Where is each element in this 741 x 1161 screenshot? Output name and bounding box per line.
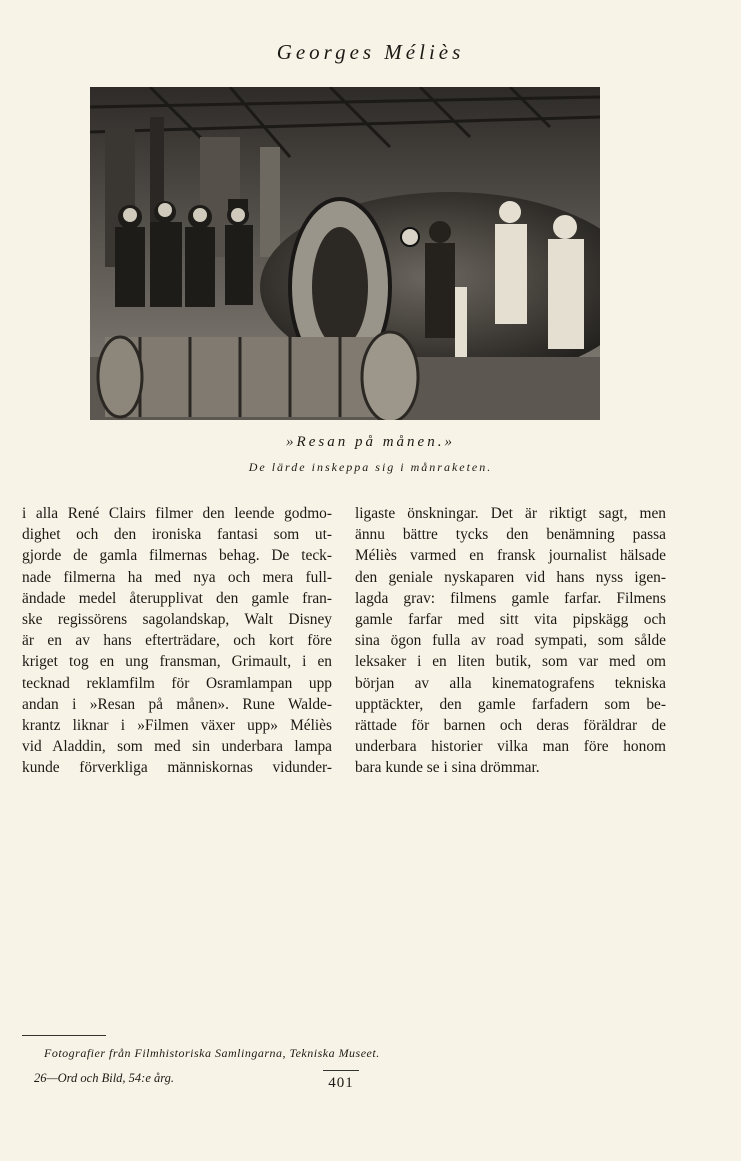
- text-line: början av alla kinematografens tekniska: [355, 674, 666, 692]
- figure-subtitle: De lärde inskeppa sig i månraketen.: [248, 460, 493, 474]
- text-line: ske regissörens sagolandskap, Walt Disney: [22, 611, 332, 629]
- text-line: gjorde de gamla filmernas behag. De teck-: [22, 547, 332, 565]
- text-line: leksaker i en liten butik, som var med om: [355, 653, 666, 671]
- text-line: i alla René Clairs filmer den leende godmo-: [22, 505, 332, 522]
- text-line: Méliès varmed en fransk journalist hälsade: [355, 547, 666, 565]
- text-line: sina ögon fulla av road sympati, som sålde: [355, 632, 666, 650]
- text-line: rättade för barnen och deras föräldrar de: [355, 717, 666, 735]
- page-number-rule: [323, 1070, 359, 1071]
- text-line: upptäckter, den gamle farfadern som be-: [355, 695, 666, 713]
- text-line: ännu bättre tycks den benämning passa: [355, 526, 666, 544]
- text-line: vid Aladdin, som med sin underbara lampa: [22, 738, 332, 756]
- right-text-column: [355, 503, 666, 779]
- running-title: Georges Méliès: [276, 40, 465, 64]
- text-line: bara kunde se i sina drömmar.: [355, 759, 540, 777]
- text-line: ligaste önskningar. Det är riktigt sagt, men: [355, 505, 666, 522]
- text-line: den geniale nyskaparen vid hans nyss igen-: [355, 568, 666, 586]
- film-still-photo: [90, 87, 600, 420]
- page-number: 401: [328, 1075, 354, 1091]
- text-line: kunde förverkliga människornas vidunder-: [22, 759, 332, 777]
- text-line: andan i »Resan på månen». Rune Walde-: [22, 695, 332, 713]
- text-line: krantz liknar i »Filmen växer upp» Méliès: [22, 717, 332, 735]
- text-line: tecknad reklamfilm för Osramlampan upp: [22, 674, 332, 692]
- left-text-column: [22, 503, 332, 779]
- photo-credit: Fotografier från Filmhistoriska Samlingarna, Tekniska Museet.: [44, 1046, 380, 1060]
- text-line: underbara historier vilka man före honom: [355, 738, 666, 756]
- text-line: är en av hans efterträdare, och kort före: [22, 632, 332, 650]
- text-line: nade filmerna ha med nya och mera full-: [22, 568, 332, 586]
- text-line: lagda grav: filmens gamle farfar. Filmens: [355, 589, 666, 607]
- text-line: ändade medel återupplivat den gamle fran-: [22, 589, 332, 607]
- text-line: gamle farfar med sitt vita pipskägg och: [355, 611, 666, 629]
- text-line: kriget tog en ung fransman, Grimault, i en: [22, 653, 332, 671]
- text-line: dighet och den ironiska fantasi som ut-: [22, 526, 332, 544]
- footnote-rule: [22, 1035, 106, 1036]
- signature: 26—Ord och Bild, 54:e årg.: [34, 1071, 175, 1085]
- figure-title: »Resan på månen.»: [286, 434, 455, 450]
